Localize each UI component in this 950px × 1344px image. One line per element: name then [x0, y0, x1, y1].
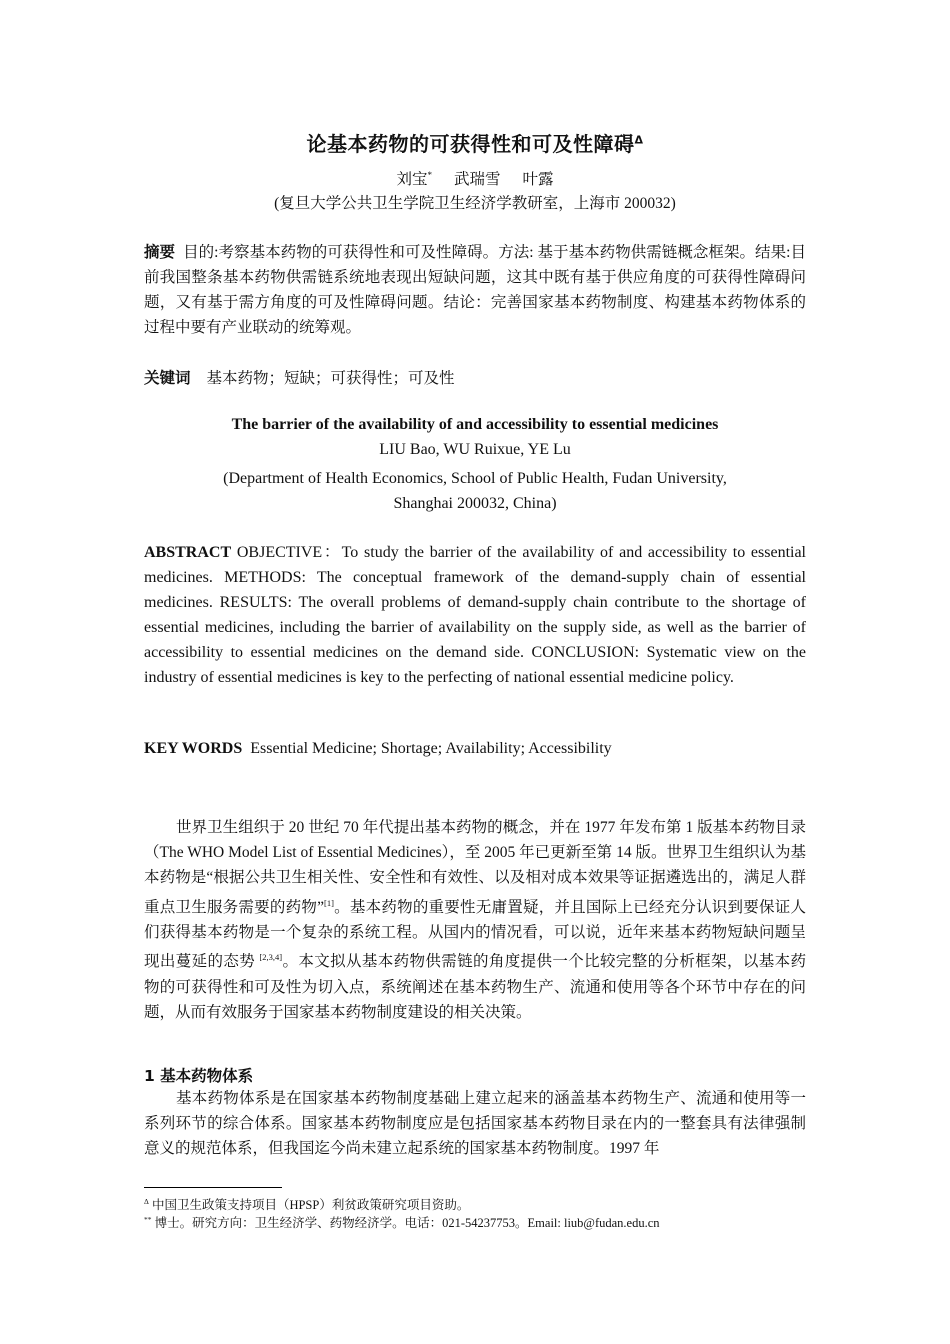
keywords-en-label: KEY WORDS — [144, 740, 243, 757]
footnote-2: ** 博士。研究方向：卫生经济学、药物经济学。电话：021-54237753。Email: liub@fudan.edu.cn — [144, 1215, 660, 1231]
author-liu-bao: 刘宝 — [396, 171, 428, 188]
author-wu-ruixue: 武瑞雪 — [453, 171, 501, 188]
title-en: The barrier of the availability of and accessibility to essential medicines — [231, 416, 719, 433]
author-ye-lu: 叶露 — [522, 171, 554, 188]
keywords-cn-label: 关键词 — [144, 369, 191, 387]
affiliation-en-line1: (Department of Health Economics, School of Public Health, Fudan University, — [223, 470, 727, 487]
footnote-1: $^\Delta$ 中国卫生政策支持项目（HPSP）利贫政策研究项目资助。 — [144, 1197, 470, 1213]
author-footnote-mark: * — [427, 169, 432, 180]
abstract-cn-text: 目的:考察基本药物的可获得性和可及性障碍。方法: 基于基本药物供需链概念框架。结果:目前我国整条基本药物供需链系统地表现出短缺问题，这其中既有基于供应角度的可获得性障碍问题，又有基于需方角度的可及性障碍问题。结论：完善国家基本药物制度、构建基本药物体系的过程中要有产业联动的统筹观。 — [144, 244, 806, 336]
abstract-cn — [144, 240, 806, 340]
affiliation-en-line2: Shanghai 200032, China) — [393, 495, 557, 512]
footnote-divider — [144, 1187, 282, 1188]
body-paragraph-1: 世界卫生组织于 20 世纪 70 年代提出基本药物的概念，并在 1977 年发布第 1 版基本药物目录（The WHO Model List of Essential Medicines），至 2005 年已更新至第 14 版。世界卫生组织认为基本药物是“根据公共卫生相关性、安全性和有效性、以及相对成本效果等证据遴选出的，满足人群重点卫生服务需要的药物”[1]。基本药物的重要性无庸置疑，并且国际上已经充分认识到要保证人们获得基本药物是一个复杂的系统工程。从国内的情况看，可以说，近年来基本药物短缺问题呈现出蔓延的态势 [2,3,4]。本文拟从基本药物供需链的角度提供一个比较完整的分析框架，以基本药物的可获得性和可及性为切入点，系统阐述在基本药物生产、流通和使用等各个环节中存在的问题，从而有效服务于国家基本药物制度建设的相关决策。 — [144, 819, 806, 1021]
affiliation-cn: (复旦大学公共卫生学院卫生经济学教研室，上海市 200032) — [274, 195, 676, 212]
affiliation-en — [144, 466, 806, 516]
citation-ref-1[interactable]: [1] — [323, 897, 334, 908]
title-cn: 论基本药物的可获得性和可及性障碍$^\Delta$ — [306, 132, 644, 156]
citation-ref-2-4[interactable]: [2,3,4] — [259, 952, 283, 963]
keywords-cn-text: 基本药物；短缺；可获得性；可及性 — [206, 370, 455, 387]
keywords-en — [144, 740, 806, 758]
abstract-en — [144, 540, 806, 690]
footnote-1-mark: Δ — [144, 1197, 149, 1206]
abstract-cn-label: 摘要 — [144, 243, 176, 261]
abstract-en-label: ABSTRACT — [144, 544, 232, 561]
authors-en: LIU Bao, WU Ruixue, YE Lu — [379, 441, 571, 458]
authors-cn — [144, 167, 806, 189]
abstract-en-text: OBJECTIVE：To study the barrier of the availability of and accessibility to essential medicines. METHODS: The conceptual framework of the demand-supply chain of essential medicines. RESULTS: The overall problems of demand-supply chain contribute to the shortage of essential medicines, including the barrier of availability on the supply side, as well as the barrier of accessibility to essential medicines on the demand side. CONCLUSION: Systematic view on the industry of essential medicines is key to the perfecting of national essential medicine policy. — [144, 544, 807, 686]
keywords-en-text: Essential Medicine; Shortage; Availability; Accessibility — [250, 740, 612, 757]
body-paragraph-2: 基本药物体系是在国家基本药物制度基础上建立起来的涵盖基本药物生产、流通和使用等一系列环节的综合体系。国家基本药物制度应是包括国家基本药物目录在内的一整套具有法律强制意义的规范体系，但我国迄今尚未建立起系统的国家基本药物制度。1997 年 — [144, 1090, 806, 1158]
keywords-cn — [144, 366, 806, 388]
footnote-2-mark: ** — [144, 1215, 152, 1224]
title-footnote-mark: Δ — [634, 133, 644, 147]
section-1-heading: 1 基本药物体系 — [144, 1067, 254, 1085]
